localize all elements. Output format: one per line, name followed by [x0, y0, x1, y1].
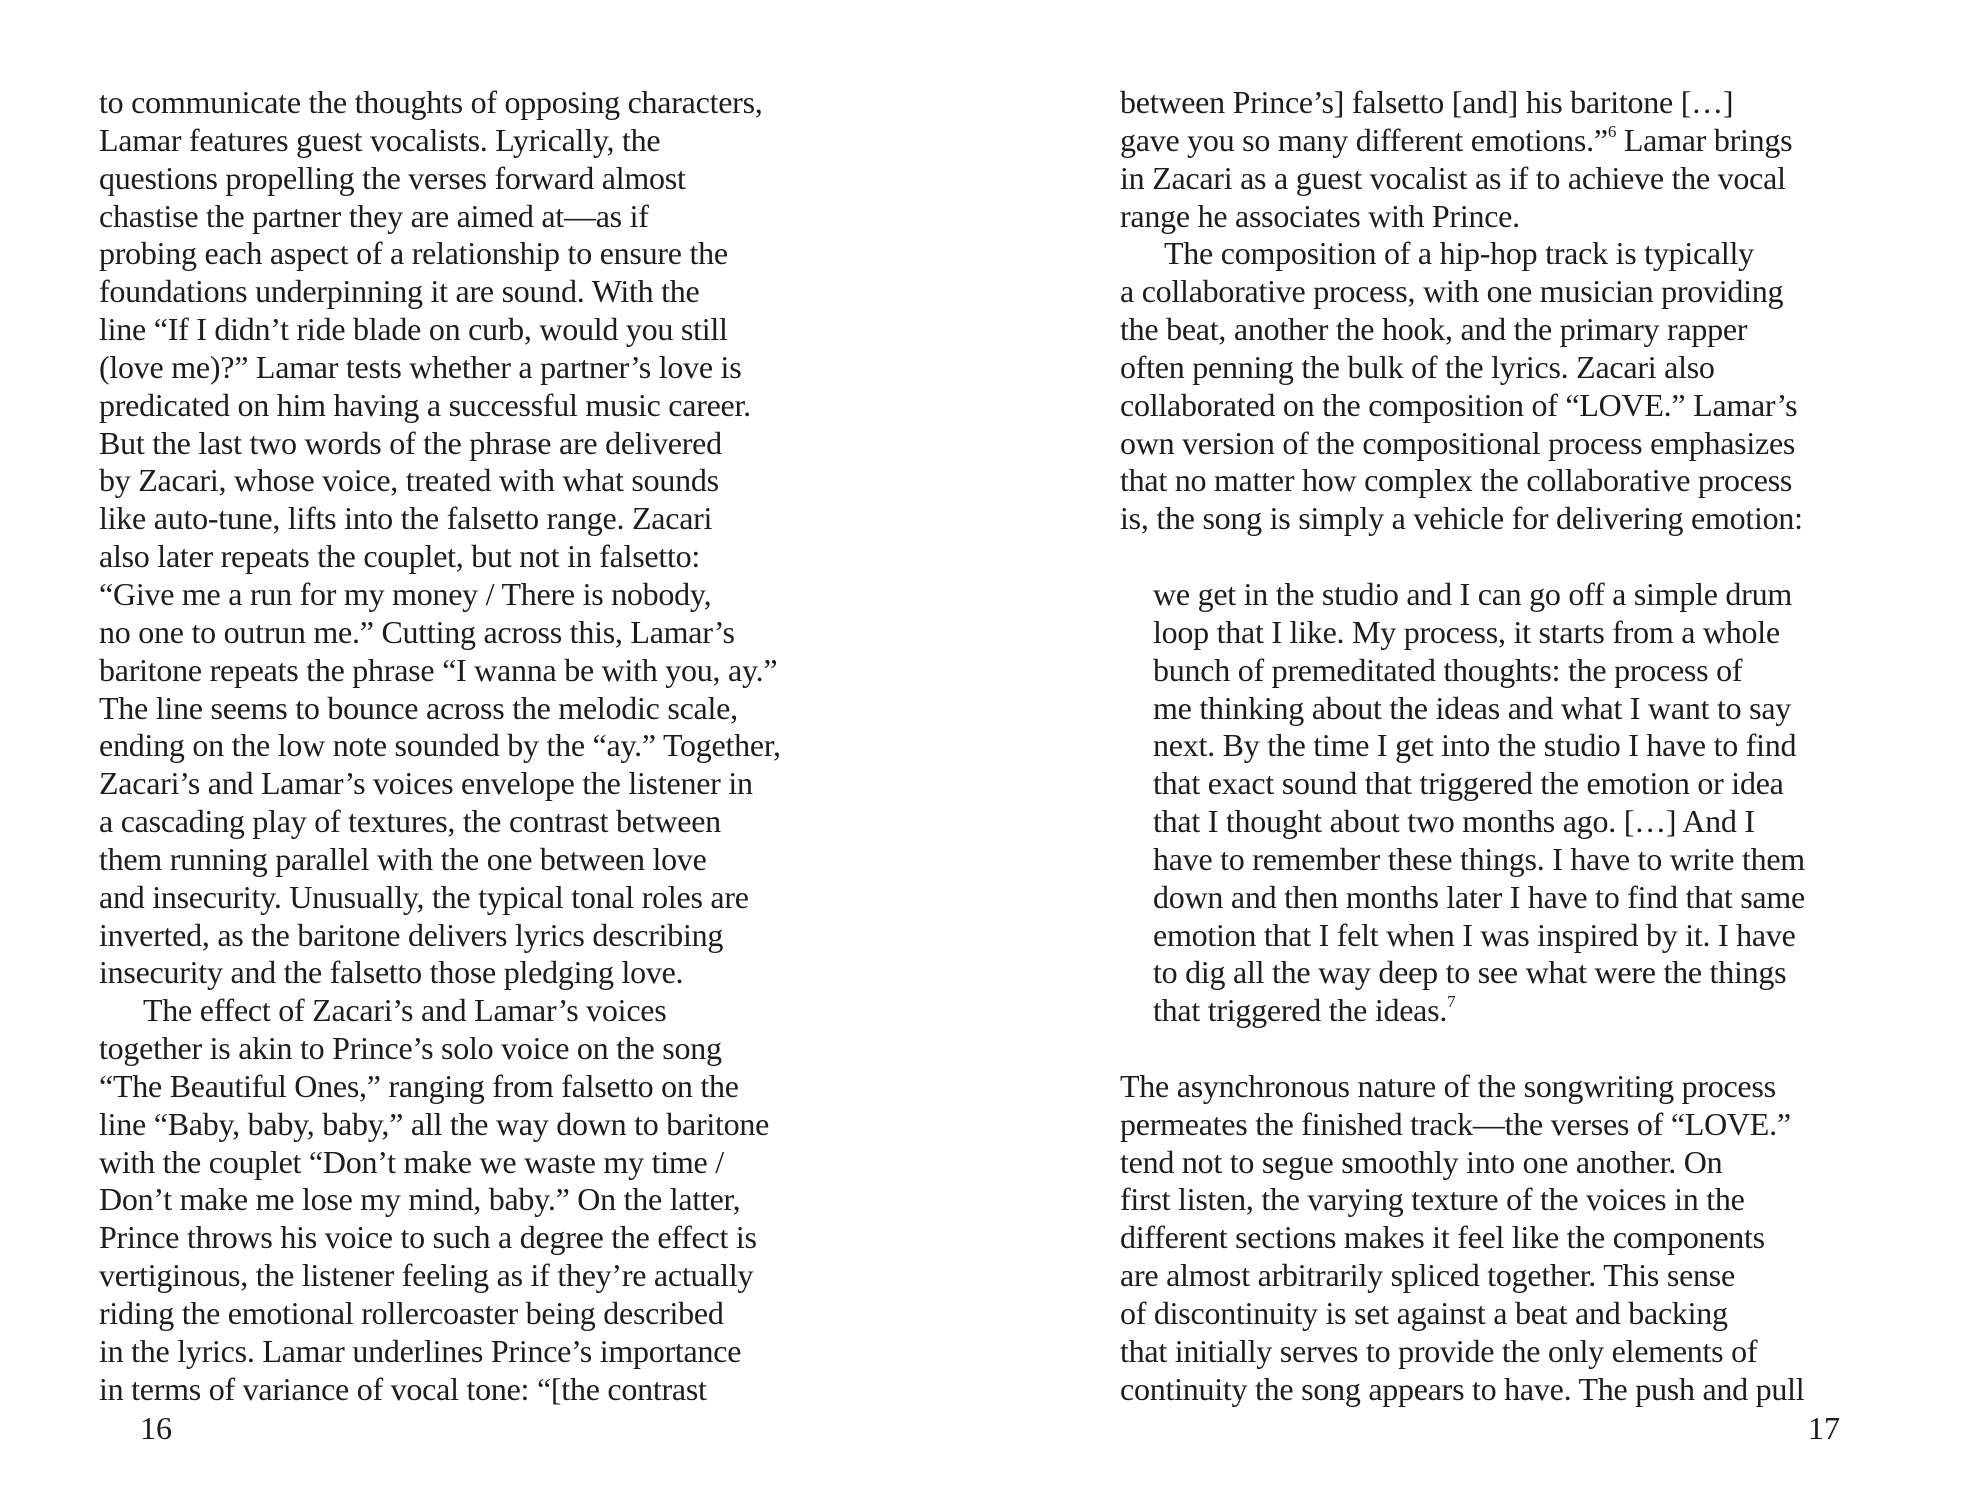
body-line: Don’t make me lose my mind, baby.” On the latter,: [99, 1181, 741, 1218]
body-line: questions propelling the verses forward almost: [99, 159, 686, 196]
footnote-marker-6: 6: [1607, 121, 1617, 141]
body-line: line “Baby, baby, baby,” all the way down to baritone: [99, 1105, 770, 1142]
quote-line: that exact sound that triggered the emotion or idea: [1153, 765, 1784, 802]
body-line: no one to outrun me.” Cutting across this, Lamar’s: [99, 613, 735, 650]
body-line: by Zacari, whose voice, treated with what sounds: [99, 462, 719, 499]
footnote-marker-7: 7: [1447, 992, 1456, 1012]
body-line: foundations underpinning it are sound. With the: [99, 273, 700, 310]
quote-line: we get in the studio and I can go off a simple drum: [1153, 575, 1792, 612]
body-line: Prince throws his voice to such a degree the effect is: [99, 1219, 757, 1256]
body-line: a cascading play of textures, the contrast between: [99, 803, 721, 840]
body-line: with the couplet “Don’t make we waste my time /: [99, 1143, 724, 1180]
body-line: probing each aspect of a relationship to ensure the: [99, 235, 728, 272]
body-line: together is akin to Prince’s solo voice on the song: [99, 1030, 722, 1067]
left-page-body: [99, 84, 859, 1409]
body-line: different sections makes it feel like the components: [1120, 1219, 1765, 1256]
body-line: The line seems to bounce across the melodic scale,: [99, 689, 738, 726]
body-line: and insecurity. Unusually, the typical tonal roles are: [99, 878, 749, 915]
body-text: Lamar brings: [1616, 121, 1793, 158]
body-line: But the last two words of the phrase are delivered: [99, 424, 722, 461]
page-number-right: 17: [1808, 1410, 1840, 1446]
quote-line: emotion that I felt when I was inspired by it. I have: [1153, 916, 1796, 953]
body-line: to communicate the thoughts of opposing characters,: [99, 84, 763, 120]
body-line: first listen, the varying texture of the voices in the: [1120, 1181, 1745, 1218]
body-line: Zacari’s and Lamar’s voices envelope the listener in: [99, 765, 753, 802]
body-line: is, the song is simply a vehicle for delivering emotion:: [1120, 500, 1803, 537]
body-line: also later repeats the couplet, but not in falsetto:: [99, 538, 701, 575]
page-number-left: 16: [140, 1410, 172, 1446]
body-line: often penning the bulk of the lyrics. Zacari also: [1120, 348, 1715, 385]
body-line: in Zacari as a guest vocalist as if to achieve the vocal: [1120, 159, 1786, 196]
body-line: Lamar features guest vocalists. Lyrically, the: [99, 121, 661, 158]
body-line: own version of the compositional process emphasizes: [1120, 424, 1796, 461]
body-line: collaborated on the composition of “LOVE.” Lamar’s: [1120, 386, 1798, 423]
body-line: vertiginous, the listener feeling as if they’re actually: [99, 1257, 754, 1294]
body-line: permeates the finished track—the verses of “LOVE.”: [1120, 1105, 1791, 1142]
body-line: that no matter how complex the collaborative process: [1120, 462, 1793, 499]
body-line: riding the emotional rollercoaster being described: [99, 1295, 724, 1331]
paragraph-start-line: The effect of Zacari’s and Lamar’s voices: [143, 992, 667, 1029]
body-line-with-note: [1120, 122, 1880, 160]
body-line: a collaborative process, with one musician providing: [1120, 273, 1784, 310]
body-line: The asynchronous nature of the songwriting process: [1120, 1067, 1776, 1104]
body-line: like auto-tune, lifts into the falsetto range. Zacari: [99, 500, 713, 537]
right-page-body: [1120, 84, 1880, 1409]
block-quote: [1120, 576, 1880, 1030]
body-line: range he associates with Prince.: [1120, 197, 1520, 234]
quote-line: loop that I like. My process, it starts from a whole: [1153, 613, 1780, 650]
body-line: tend not to segue smoothly into one another. On: [1120, 1143, 1723, 1180]
body-line: (love me)?” Lamar tests whether a partner’s love is: [99, 348, 742, 385]
body-line: line “If I didn’t ride blade on curb, would you still: [99, 311, 728, 348]
quote-line: me thinking about the ideas and what I want to say: [1153, 689, 1792, 726]
quote-line: to dig all the way deep to see what were the things: [1153, 954, 1787, 991]
body-line: “The Beautiful Ones,” ranging from falsetto on the: [99, 1067, 739, 1104]
body-text: gave you so many different emotions.”: [1120, 121, 1608, 158]
quote-line: that I thought about two months ago. […] And I: [1153, 803, 1755, 840]
spacer: [1120, 538, 1880, 576]
body-line: inverted, as the baritone delivers lyrics describing: [99, 916, 724, 953]
body-line: them running parallel with the one between love: [99, 840, 707, 877]
quote-line: next. By the time I get into the studio I have to find: [1153, 727, 1797, 764]
body-line: predicated on him having a successful music career.: [99, 386, 751, 423]
quote-line: have to remember these things. I have to write them: [1153, 840, 1805, 877]
body-line: are almost arbitrarily spliced together. This sense: [1120, 1257, 1735, 1294]
body-line: chastise the partner they are aimed at—as if: [99, 197, 649, 234]
quote-line-with-note: [1120, 992, 1880, 1030]
body-line: the beat, another the hook, and the primary rapper: [1120, 311, 1748, 348]
body-line: insecurity and the falsetto those pledging love.: [99, 954, 684, 991]
quote-line: down and then months later I have to find that same: [1153, 878, 1805, 915]
body-line: between Prince’s] falsetto [and] his baritone […]: [1120, 84, 1734, 120]
paragraph-start-line: The composition of a hip-hop track is typically: [1164, 235, 1754, 272]
body-line: continuity the song appears to have. The push and pull: [1120, 1370, 1805, 1407]
quote-text: that triggered the ideas.: [1153, 992, 1448, 1029]
spacer: [1120, 1030, 1880, 1068]
body-line: in the lyrics. Lamar underlines Prince’s importance: [99, 1332, 742, 1369]
body-line: “Give me a run for my money / There is nobody,: [99, 575, 712, 612]
quote-line: bunch of premeditated thoughts: the process of: [1153, 651, 1743, 688]
body-line: baritone repeats the phrase “I wanna be with you, ay.”: [99, 651, 778, 688]
body-line: in terms of variance of vocal tone: “[the contrast: [99, 1370, 707, 1407]
body-line: that initially serves to provide the only elements of: [1120, 1332, 1758, 1369]
body-line: ending on the low note sounded by the “ay.” Together,: [99, 727, 781, 764]
body-line: of discontinuity is set against a beat and backing: [1120, 1295, 1728, 1331]
